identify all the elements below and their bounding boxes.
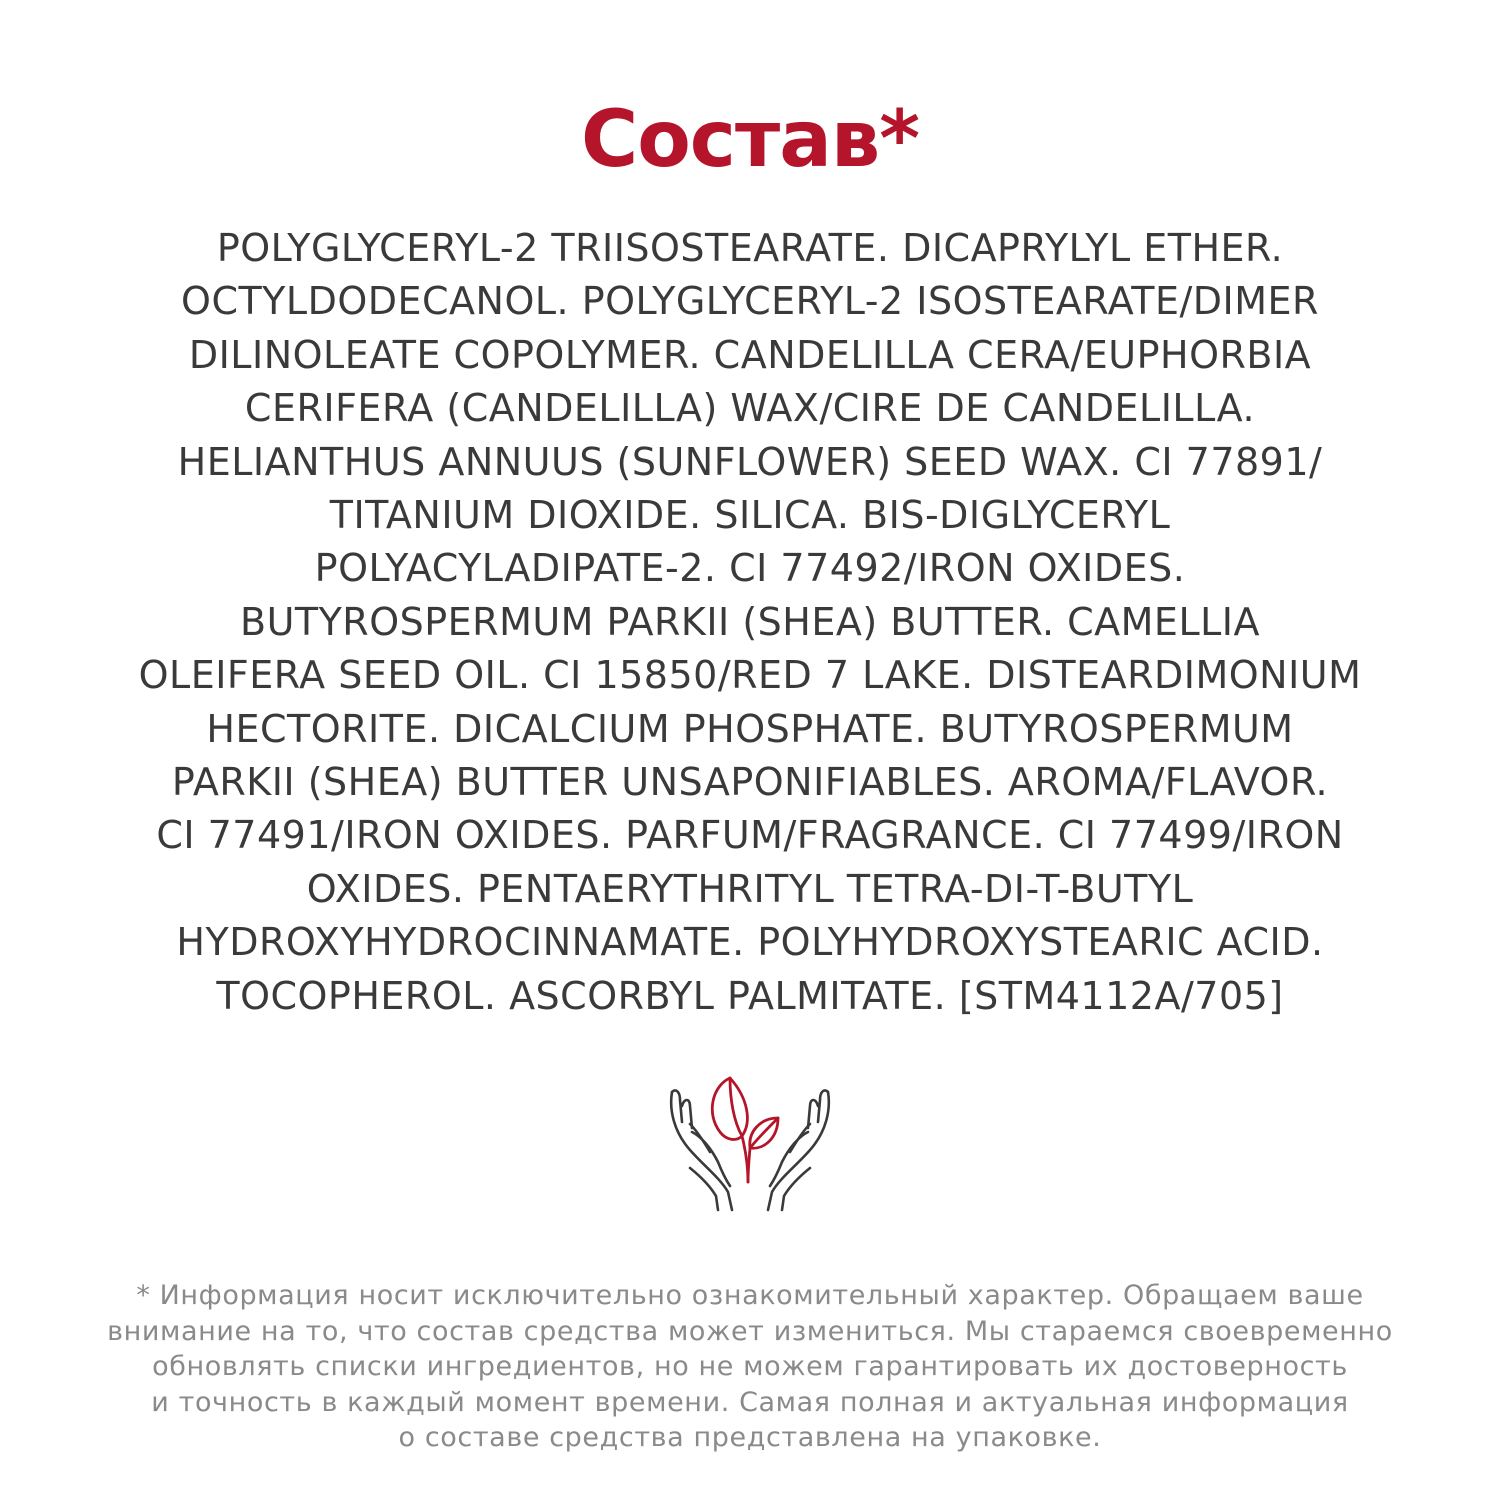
- disclaimer-line: * Информация носит исключительно ознакомительный характер. Обращаем ваше: [136, 1280, 1364, 1311]
- ingredients-line: POLYACYLADIPATE-2. CI 77492/IRON OXIDES.: [314, 546, 1186, 591]
- hands-holding-leaves-icon: [660, 1070, 840, 1220]
- ingredients-line: HELIANTHUS ANNUUS (SUNFLOWER) SEED WAX. CI 77891/: [177, 439, 1323, 484]
- ingredients-line: PARKII (SHEA) BUTTER UNSAPONIFIABLES. AROMA/FLAVOR.: [171, 760, 1329, 805]
- ingredients-line: BUTYROSPERMUM PARKII (SHEA) BUTTER. CAMELLIA: [240, 599, 1260, 644]
- ingredients-line: OLEIFERA SEED OIL. CI 15850/RED 7 LAKE. DISTEARDIMONIUM: [138, 653, 1362, 698]
- ingredients-line: HECTORITE. DICALCIUM PHOSPHATE. BUTYROSPERMUM: [206, 706, 1294, 751]
- ingredients-line: DILINOLEATE COPOLYMER. CANDELILLA CERA/EUPHORBIA: [188, 332, 1312, 377]
- ingredients-line: HYDROXYHYDROCINNAMATE. POLYHYDROXYSTEARIC ACID.: [176, 920, 1324, 965]
- ingredients-line: CERIFERA (CANDELILLA) WAX/CIRE DE CANDELILLA.: [244, 386, 1256, 431]
- disclaimer-line: внимание на то, что состав средства может измениться. Мы стараемся своевременно: [107, 1315, 1393, 1347]
- ingredients-list: [20, 222, 1480, 1023]
- disclaimer-line: обновлять списки ингредиентов, но не можем гарантировать их достоверность: [152, 1351, 1348, 1383]
- page-title: Состав*: [580, 95, 920, 185]
- ingredients-line: TOCOPHEROL. ASCORBYL PALMITATE. [STM4112A/705]: [216, 973, 1284, 1018]
- disclaimer-line: и точность в каждый момент времени. Самая полная и актуальная информация: [151, 1386, 1349, 1418]
- disclaimer: [20, 1278, 1480, 1456]
- ingredients-line: CI 77491/IRON OXIDES. PARFUM/FRAGRANCE. CI 77499/IRON: [156, 813, 1344, 858]
- disclaimer-line: о составе средства представлена на упаковке.: [398, 1422, 1102, 1454]
- ingredients-line: POLYGLYCERYL-2 TRIISOSTEARATE. DICAPRYLYL ETHER.: [216, 226, 1284, 270]
- ingredients-line: OXIDES. PENTAERYTHRITYL TETRA-DI-T-BUTYL: [306, 866, 1194, 911]
- ingredients-line: OCTYLDODECANOL. POLYGLYCERYL-2 ISOSTEARATE/DIMER: [181, 279, 1319, 324]
- ingredients-line: TITANIUM DIOXIDE. SILICA. BIS-DIGLYCERYL: [329, 493, 1171, 538]
